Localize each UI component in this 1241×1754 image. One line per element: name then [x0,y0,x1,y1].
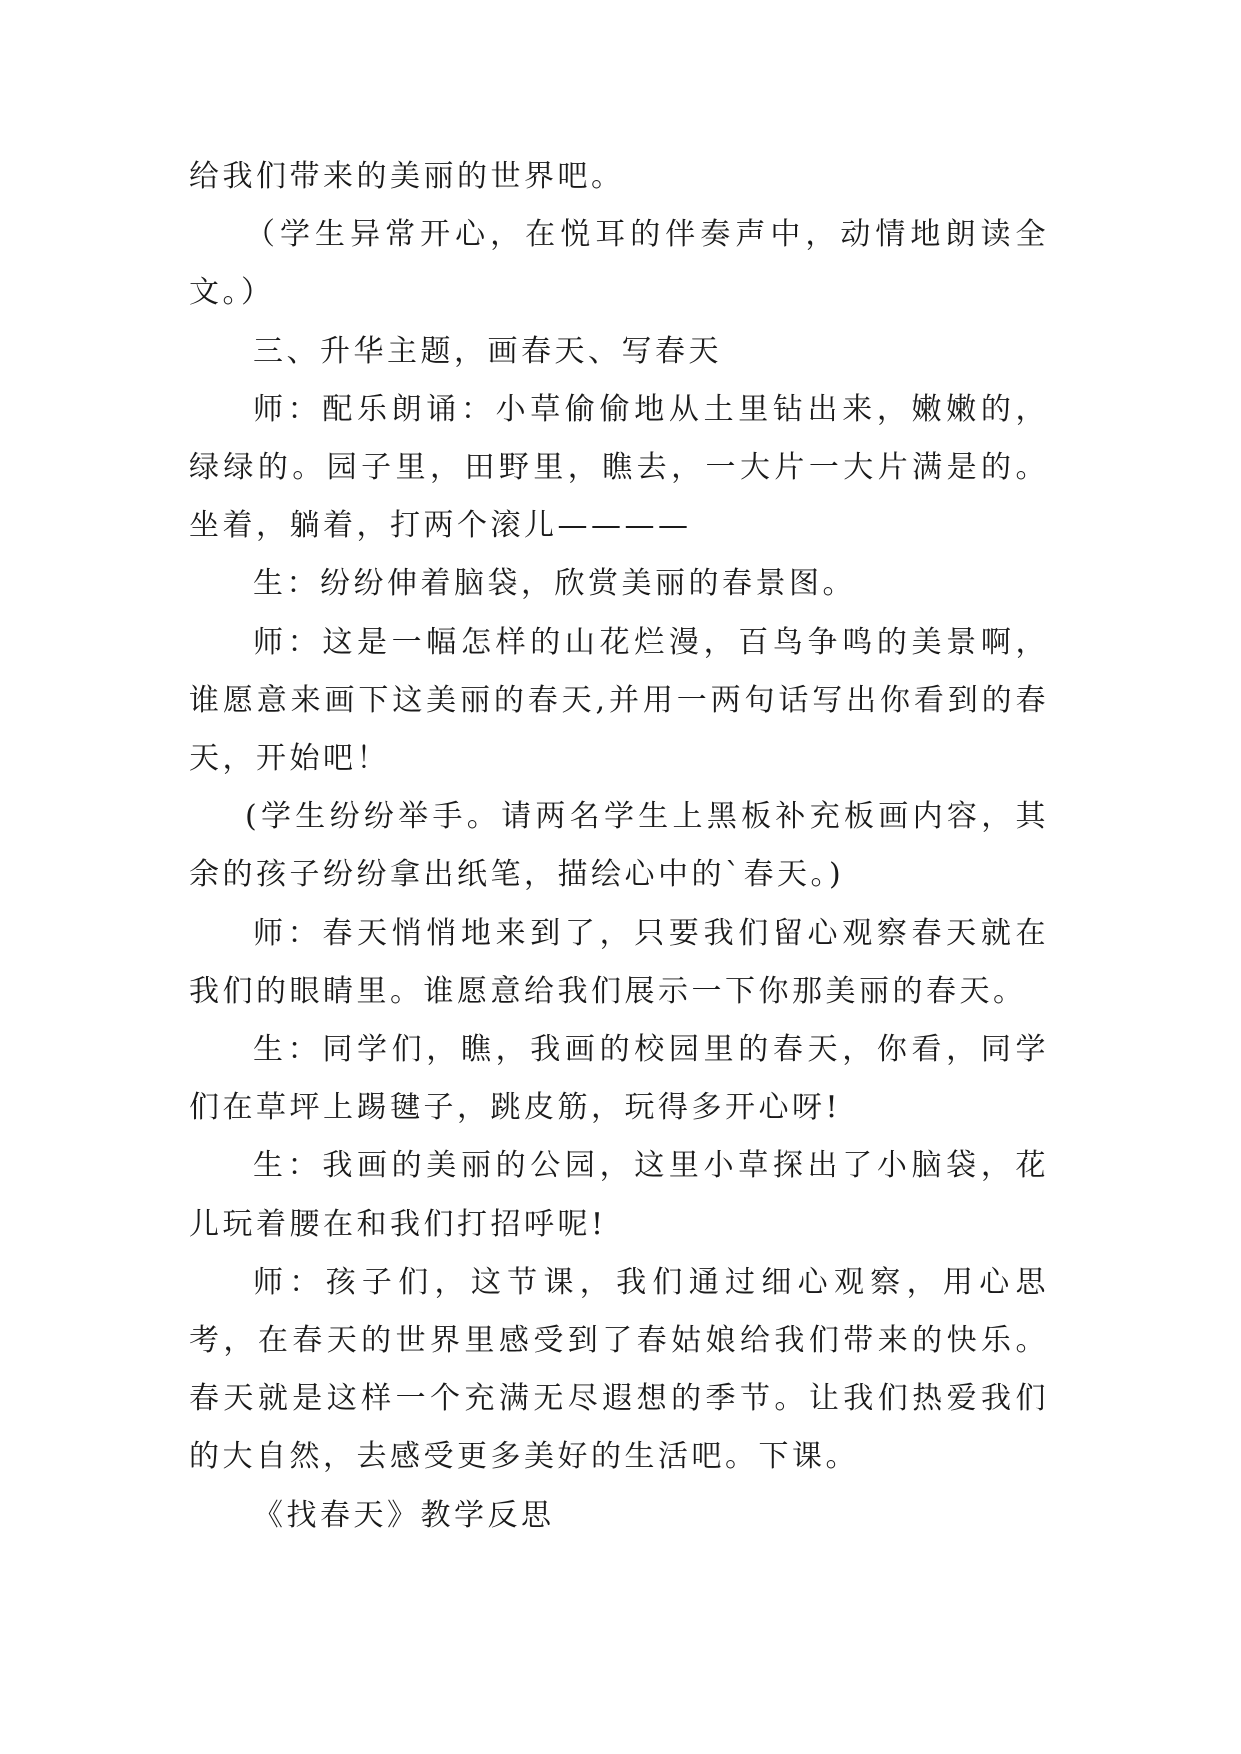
paragraph-continuation: 给我们带来的美丽的世界吧。 [189,159,625,194]
document-body [189,148,1049,1545]
paragraph-student-drawing-note: (学生纷纷举手。请两名学生上黑板补充板画内容，其余的孩子纷纷拿出纸笔，描绘心中的`春天。) [189,799,1049,893]
paragraph-student-reading-note: （学生异常开心，在悦耳的伴奏声中，动情地朗读全文。） [189,217,1049,311]
paragraph-teacher-observation: 师：春天悄悄地来到了，只要我们留心观察春天就在我们的眼睛里。谁愿意给我们展示一下你那美丽的春天。 [189,915,1049,1009]
reflection-heading: 《找春天》教学反思 [253,1497,555,1533]
paragraph-teacher-conclusion: 师：孩子们，这节课，我们通过细心观察，用心思考，在春天的世界里感受到了春姑娘给我们带来的快乐。春天就是这样一个充满无尽遐想的季节。让我们热爱我们的大自然，去感受更多美好的生活吧。下课。 [189,1264,1049,1475]
paragraph-student-response: 生：纷纷伸着脑袋，欣赏美丽的春景图。 [253,566,856,602]
paragraph-teacher-recitation: 师：配乐朗诵：小草偷偷地从土里钻出来，嫩嫩的，绿绿的。园子里，田野里，瞧去，一大片一大片满是的。坐着，躺着，打两个滚儿———— [189,391,1049,544]
paragraph-student-campus: 生：同学们，瞧，我画的校园里的春天，你看，同学们在草坪上踢毽子，跳皮筋，玩得多开心呀! [189,1032,1049,1126]
paragraph-teacher-prompt: 师：这是一幅怎样的山花烂漫，百鸟争鸣的美景啊，谁愿意来画下这美丽的春天,并用一两句话写出你看到的春天，开始吧！ [189,624,1049,777]
section-heading: 三、升华主题，画春天、写春天 [253,333,722,369]
paragraph-student-park: 生：我画的美丽的公园，这里小草探出了小脑袋，花儿玩着腰在和我们打招呼呢! [189,1148,1049,1242]
